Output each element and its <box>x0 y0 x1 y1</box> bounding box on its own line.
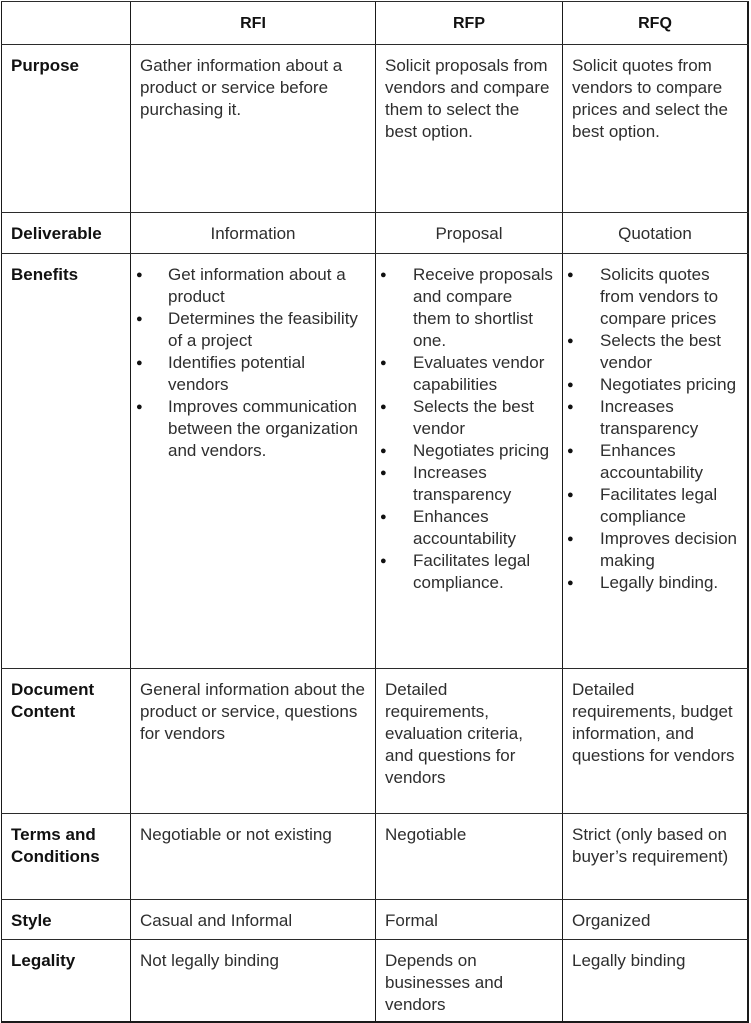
list-item: ● Facilitates legal compliance <box>572 484 738 528</box>
list-item: ● Legally binding. <box>572 572 738 594</box>
cell-style-rfq: Organized <box>562 900 749 939</box>
table-row-style <box>1 899 749 939</box>
cell-purpose-rfi: Gather information about a product or service before purchasing it. <box>130 45 375 212</box>
table-row-benefits <box>1 253 749 668</box>
list-item: ● Negotiates pricing <box>572 374 738 396</box>
cell-document-content-rfp: Detailed requirements, evaluation criteria, and questions for vendors <box>375 669 562 813</box>
list-item: ● Increases transparency <box>572 396 738 440</box>
table-row-legality <box>1 939 749 1023</box>
row-label-legality: Legality <box>1 940 130 1021</box>
row-label-purpose: Purpose <box>1 45 130 212</box>
cell-purpose-rfp: Solicit proposals from vendors and compare them to select the best option. <box>375 45 562 212</box>
cell-deliverable-rfq: Quotation <box>562 213 749 253</box>
list-item: ● Enhances accountability <box>572 440 738 484</box>
cell-terms-rfp: Negotiable <box>375 814 562 899</box>
list-item: ● Negotiates pricing <box>385 440 553 462</box>
cell-benefits-rfi <box>130 254 375 668</box>
table-row-terms <box>1 813 749 899</box>
header-cell-rfq: RFQ <box>562 2 749 44</box>
list-item: ● Increases transparency <box>385 462 553 506</box>
row-label-benefits: Benefits <box>1 254 130 668</box>
row-label-style: Style <box>1 900 130 939</box>
cell-document-content-rfq: Detailed requirements, budget information, and questions for vendors <box>562 669 749 813</box>
list-item: ● Evaluates vendor capabilities <box>385 352 553 396</box>
list-item: ● Solicits quotes from vendors to compare prices <box>572 264 738 330</box>
cell-style-rfi: Casual and Informal <box>130 900 375 939</box>
cell-legality-rfi: Not legally binding <box>130 940 375 1021</box>
cell-document-content-rfi: General information about the product or service, questions for vendors <box>130 669 375 813</box>
cell-benefits-rfq <box>562 254 749 668</box>
list-item: ● Get information about a product <box>140 264 366 308</box>
list-item: ● Receive proposals and compare them to shortlist one. <box>385 264 553 352</box>
benefits-list-rfi <box>140 264 366 462</box>
row-label-terms: Terms and Conditions <box>1 814 130 899</box>
comparison-table <box>1 1 749 1021</box>
list-item: ● Identifies potential vendors <box>140 352 366 396</box>
cell-purpose-rfq: Solicit quotes from vendors to compare prices and select the best option. <box>562 45 749 212</box>
table-row-deliverable <box>1 212 749 253</box>
list-item: ● Enhances accountability <box>385 506 553 550</box>
header-cell-rfp: RFP <box>375 2 562 44</box>
cell-legality-rfq: Legally binding <box>562 940 749 1021</box>
table-row-document-content <box>1 668 749 813</box>
benefits-list-rfq <box>572 264 738 594</box>
list-item: ● Improves decision making <box>572 528 738 572</box>
list-item: ● Selects the best vendor <box>385 396 553 440</box>
list-item: ● Selects the best vendor <box>572 330 738 374</box>
cell-terms-rfi: Negotiable or not existing <box>130 814 375 899</box>
header-cell-empty <box>1 2 130 44</box>
benefits-list-rfp <box>385 264 553 594</box>
list-item: ● Determines the feasibility of a project <box>140 308 366 352</box>
cell-deliverable-rfi: Information <box>130 213 375 253</box>
row-label-deliverable: Deliverable <box>1 213 130 253</box>
row-label-document-content: Document Content <box>1 669 130 813</box>
cell-benefits-rfp <box>375 254 562 668</box>
table-header-row <box>1 1 749 44</box>
header-cell-rfi: RFI <box>130 2 375 44</box>
list-item: ● Facilitates legal compliance. <box>385 550 553 594</box>
cell-legality-rfp: Depends on businesses and vendors <box>375 940 562 1021</box>
table-row-purpose <box>1 44 749 212</box>
list-item: ● Improves communication between the organization and vendors. <box>140 396 366 462</box>
cell-style-rfp: Formal <box>375 900 562 939</box>
cell-deliverable-rfp: Proposal <box>375 213 562 253</box>
cell-terms-rfq: Strict (only based on buyer’s requirement) <box>562 814 749 899</box>
